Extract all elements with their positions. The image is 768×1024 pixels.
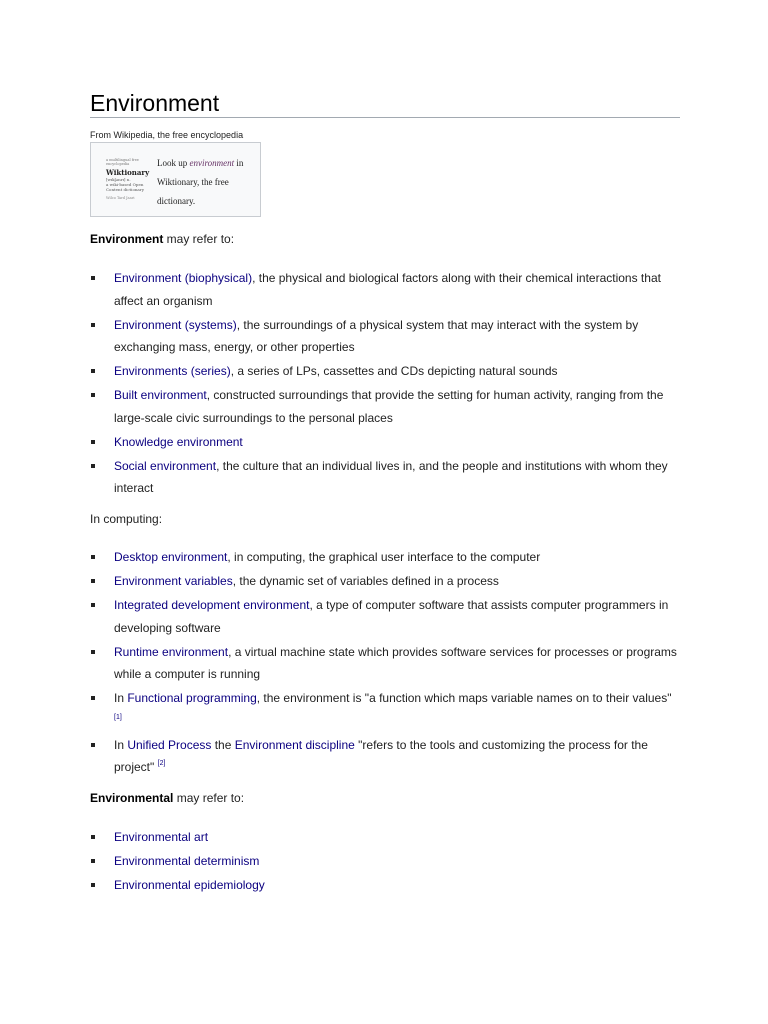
item-description: , the surroundings of a physical system that may interact with the system by exchanging mass, energy, or other properties: [114, 317, 639, 354]
list-item: [90, 641, 680, 686]
item-description: , a virtual machine state which provides software services for processes or programs while a computer is running: [114, 644, 677, 681]
item-link[interactable]: Functional programming: [127, 691, 257, 705]
item-description: , a type of computer software that assists computer programmers in developing software: [114, 598, 669, 635]
list-item: [90, 570, 680, 593]
list-item: [90, 546, 680, 569]
wiktionary-text-after: in Wiktionary, the free dictionary.: [157, 158, 244, 206]
item-description: , the physical and biological factors along with their chemical interactions that affect an organism: [114, 271, 661, 308]
wiktionary-logo-wordmark: Wiktionary: [106, 168, 150, 177]
wiktionary-text: [157, 154, 257, 211]
list-item: [90, 314, 680, 359]
list-item: [90, 826, 680, 849]
wiktionary-logo-line: Content dictionary: [106, 187, 144, 192]
item-link[interactable]: Environmental determinism: [114, 854, 260, 868]
bullet-icon: [91, 555, 95, 559]
page-tagline: From Wikipedia, the free encyclopedia: [90, 130, 244, 140]
item-link[interactable]: Environmental art: [114, 830, 209, 844]
list-item: [90, 850, 680, 873]
item-description: , in computing, the graphical user interface to the computer: [227, 550, 541, 564]
wiktionary-logo-line: [wɪkʃənrɪ] n.: [106, 177, 131, 182]
list-item: [90, 734, 680, 779]
item-link[interactable]: Environmental epidemiology: [114, 878, 265, 892]
disambiguation-list-computing: [90, 546, 680, 780]
item-link[interactable]: Knowledge environment: [114, 434, 243, 449]
bullet-icon: [91, 743, 95, 747]
wiktionary-logo-icon[interactable]: [106, 158, 150, 202]
list-item: [90, 687, 680, 732]
bullet-icon: [91, 276, 95, 280]
wiktionary-logo-line: a multilingual free: [106, 158, 139, 162]
wiktionary-logo-line: Wilco Tard Jaari: [106, 196, 135, 200]
bullet-icon: [91, 883, 95, 887]
bullet-icon: [91, 440, 95, 444]
bullet-icon: [91, 579, 95, 583]
item-description: , the culture that an individual lives in, and the people and institutions with whom they interact: [114, 458, 668, 495]
computing-heading: In computing:: [90, 512, 163, 526]
item-link[interactable]: Environments (series): [114, 364, 231, 378]
item-prefix-text: In: [114, 691, 128, 705]
wiktionary-box: [90, 142, 261, 217]
list-item: [90, 455, 680, 500]
list-item: [90, 360, 680, 383]
item-description: , the dynamic set of variables defined in a process: [232, 574, 499, 588]
item-link[interactable]: Environment (biophysical): [114, 271, 253, 285]
bullet-icon: [91, 696, 95, 700]
item-description: , constructed surroundings that provide the setting for human activity, ranging from the large-scale civic surroundings to the personal places: [114, 388, 664, 425]
item-description: , the environment is "a function which maps variable names on to their values": [256, 691, 672, 705]
item-link[interactable]: Environment (systems): [114, 317, 237, 332]
environmental-rest: may refer to:: [173, 791, 245, 805]
item-link[interactable]: Environment variables: [114, 574, 233, 588]
item-link[interactable]: Social environment: [114, 458, 217, 473]
intro-bold-term: Environment: [90, 232, 164, 246]
list-item: [90, 267, 680, 312]
bullet-icon: [91, 835, 95, 839]
wiktionary-logo-line: encyclopedia: [106, 162, 130, 166]
wiktionary-text-before: Look up: [157, 158, 190, 168]
item-link[interactable]: Built environment: [114, 388, 207, 402]
item-link[interactable]: Runtime environment: [114, 644, 229, 659]
bullet-icon: [91, 603, 95, 607]
reference-link[interactable]: [2]: [157, 760, 166, 767]
environmental-bold-term: Environmental: [90, 791, 174, 805]
intro-paragraph: [90, 228, 234, 250]
bullet-icon: [91, 464, 95, 468]
bullet-icon: [91, 859, 95, 863]
list-item: [90, 874, 680, 897]
intro-rest: may refer to:: [163, 232, 235, 246]
item-description: "refers to the tools and customizing the process for the project": [114, 737, 648, 774]
bullet-icon: [91, 323, 95, 327]
item-link[interactable]: Unified Process: [127, 737, 212, 752]
list-item: [90, 431, 680, 454]
bullet-icon: [91, 650, 95, 654]
wiktionary-logo-line: a wiki-based Open: [106, 182, 144, 187]
item-link[interactable]: Integrated development environment: [114, 598, 310, 612]
item-description: , a series of LPs, cassettes and CDs depicting natural sounds: [230, 364, 558, 378]
disambiguation-list-general: [90, 267, 680, 501]
list-item: [90, 594, 680, 639]
bullet-icon: [91, 393, 95, 397]
item-middle-text: the: [211, 737, 235, 752]
item-second-link[interactable]: Environment discipline: [234, 737, 355, 752]
item-link[interactable]: Desktop environment: [114, 550, 228, 564]
disambiguation-list-environmental: [90, 826, 680, 898]
bullet-icon: [91, 369, 95, 373]
list-item: [90, 384, 680, 429]
wiktionary-term-link[interactable]: environment: [189, 158, 235, 168]
item-prefix-text: In: [114, 737, 128, 752]
environmental-paragraph: [90, 787, 244, 809]
reference-link[interactable]: [1]: [114, 713, 122, 721]
page-title: Environment: [90, 89, 680, 118]
